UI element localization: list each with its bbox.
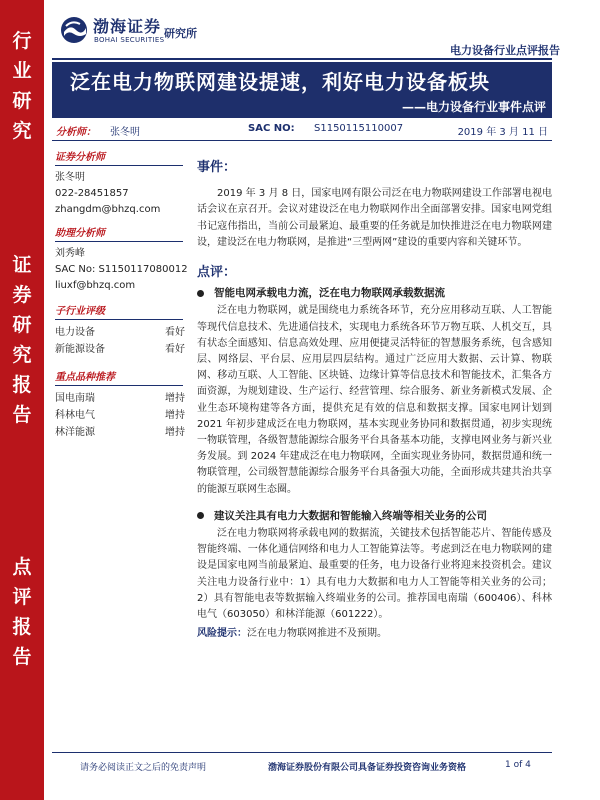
analyst-name-detail: 张冬明 bbox=[55, 172, 85, 183]
sidebar-char: 证 bbox=[12, 254, 32, 276]
sidebar-char: 报 bbox=[12, 374, 32, 396]
point2-paragraph: 泛在电力物联网将承载电网的数据流，关键技术包括智能芯片、智能传感及智能终端、一体化通信网络和电力人工智能算法等。考虑到泛在电力物联网的建设是国家电网当前最紧迫、最重要的任务，电力设备行业将迎来投资机会。建议关注电力设备行业中：1）具有电力大数据和电力人工智能等相关业务的公司；2）具有智能电表等数据输入终端业务的公司。推荐国电南瑞（600406）、科林电气（603050）和林洋能源（601222）。 bbox=[197, 528, 552, 621]
report-type: 电力设备行业点评报告 bbox=[450, 44, 560, 57]
rating-value: 看好 bbox=[165, 344, 185, 355]
recommend-section-heading: 重点品种推荐 bbox=[55, 372, 115, 383]
recommend-row bbox=[55, 407, 185, 424]
analyst-phone: 022-28451857 bbox=[55, 188, 129, 199]
sidebar-char: 业 bbox=[12, 60, 32, 82]
risk-label: 风险提示： bbox=[197, 628, 247, 640]
sidebar-char: 究 bbox=[12, 120, 32, 142]
point1-title: 智能电网承载电力流，泛在电力物联网承载数据流 bbox=[214, 287, 445, 300]
analyst-meta-line bbox=[52, 120, 552, 138]
risk-warning bbox=[197, 626, 552, 642]
analyst-name: 张冬明 bbox=[110, 127, 140, 138]
section-divider bbox=[55, 241, 183, 242]
rating-row bbox=[55, 341, 185, 358]
section-divider bbox=[55, 319, 183, 320]
footer-disclaimer: 请务必阅读正文之后的免责声明 bbox=[80, 763, 207, 773]
institute-label: 研究所 bbox=[164, 27, 197, 40]
section-divider bbox=[55, 165, 183, 166]
analyst-label: 分析师： bbox=[56, 127, 96, 138]
recommend-rating: 增持 bbox=[165, 393, 185, 404]
report-date: 2019 年 3 月 11 日 bbox=[457, 127, 548, 138]
sidebar-char: 研 bbox=[12, 90, 32, 112]
analyst-info-column bbox=[55, 148, 188, 441]
recommend-name: 科林电气 bbox=[55, 410, 95, 421]
rating-section-heading: 子行业评级 bbox=[55, 306, 105, 317]
sidebar-char: 券 bbox=[12, 284, 32, 306]
bullet-icon bbox=[197, 290, 204, 297]
sidebar-char: 究 bbox=[12, 344, 32, 366]
point1-paragraph: 泛在电力物联网，就是围绕电力系统各环节，充分应用移动互联、人工智能等现代信息技术、先进通信技术，实现电力系统各环节万物互联、人机交互，具有状态全面感知、信息高效处理、应用便捷灵活特征的智慧服务系统，包含感知层、网络层、平台层、应用层四层结构。通过广泛应用大数据、云计算、物联网、移动互联、人工智能、区块链、边缘计算等信息技术和智能技术，汇集各方面资源，为规划建设、生产运行、经营管理、综合服务、新业务新模式发展、企业生态环境构建等各方面，提供充足有效的信息和数据支撑。国家电网计划到 2021 年初步建成泛在电力物联网，基本实现业务协同和数据贯通，初步实现统一物联管理，各级智慧能源综合服务平台具备基本功能，支撑电网业务与新兴业务发展。到 2024 年建成泛在电力物联网，全面实现业务协同，数据贯通和统一物联管理，公司级智慧能源综合服务平台具备强大功能，全面形成共建共治共享的能源互联网生态圈。 bbox=[197, 305, 552, 495]
recommend-name: 国电南瑞 bbox=[55, 393, 95, 404]
sidebar-section-securities bbox=[0, 250, 44, 430]
logo-english-name: BOHAI SECURITIES bbox=[94, 36, 165, 44]
recommend-rating: 增持 bbox=[165, 410, 185, 421]
sac-label: SAC NO: bbox=[248, 123, 295, 134]
risk-text: 泛在电力物联网推进不及预期。 bbox=[247, 628, 387, 640]
sidebar-char: 点 bbox=[12, 556, 32, 578]
analyst-email: zhangdm@bhzq.com bbox=[55, 204, 161, 215]
recommend-row bbox=[55, 390, 185, 407]
sidebar-char: 评 bbox=[12, 586, 32, 608]
sidebar-section-industry bbox=[0, 26, 44, 146]
rating-value: 看好 bbox=[165, 327, 185, 338]
sidebar-char: 告 bbox=[12, 404, 32, 426]
sidebar-char: 研 bbox=[12, 314, 32, 336]
report-title: 泛在电力物联网建设提速，利好电力设备板块 bbox=[70, 70, 490, 94]
recommend-name: 林洋能源 bbox=[55, 427, 95, 438]
assistant-email: liuxf@bhzq.com bbox=[55, 280, 136, 291]
point2-heading bbox=[197, 508, 552, 524]
sidebar-char: 行 bbox=[12, 30, 32, 52]
bullet-icon bbox=[197, 512, 204, 519]
event-heading: 事件： bbox=[197, 160, 237, 175]
report-body bbox=[197, 160, 552, 642]
rating-name: 电力设备 bbox=[55, 327, 95, 338]
bohai-logo-icon bbox=[60, 16, 88, 44]
logo-chinese-name: 渤海证券 bbox=[93, 17, 162, 36]
footer-divider bbox=[52, 752, 552, 753]
footer-company: 渤海证券股份有限公司具备证券投资咨询业务资格 bbox=[268, 763, 467, 773]
report-subtitle: ——电力设备行业事件点评 bbox=[401, 100, 546, 114]
sac-number: S1150115110007 bbox=[314, 123, 404, 134]
recommend-rating: 增持 bbox=[165, 427, 185, 438]
sidebar-char: 告 bbox=[12, 646, 32, 668]
assistant-name: 刘秀峰 bbox=[55, 248, 85, 259]
assistant-section-heading: 助理分析师 bbox=[55, 228, 105, 239]
sidebar-char: 报 bbox=[12, 616, 32, 638]
recommend-row bbox=[55, 424, 185, 441]
rating-name: 新能源设备 bbox=[55, 344, 105, 355]
analyst-section-heading: 证券分析师 bbox=[55, 152, 105, 163]
assistant-sac: SAC No: S1150117080012 bbox=[55, 264, 188, 275]
event-paragraph: 2019 年 3 月 8 日，国家电网有限公司泛在电力物联网建设工作部署电视电话会议在京召开。会议对建设泛在电力物联网作出全面部署安排。国家电网党组书记寇伟指出，当前公司最紧迫、最重要的任务就是加快推进泛在电力物联网建设，建设泛在电力物联网，是推进“三型两网”建设的重要内容和关键环节。 bbox=[197, 188, 552, 248]
footer-page-number: 1 of 4 bbox=[505, 760, 531, 770]
comment-heading: 点评： bbox=[197, 265, 237, 281]
section-divider bbox=[55, 385, 183, 386]
meta-divider bbox=[52, 140, 552, 141]
sidebar-section-comment bbox=[0, 552, 44, 672]
point1-heading bbox=[197, 285, 552, 301]
rating-row bbox=[55, 324, 185, 341]
header-divider bbox=[52, 58, 552, 60]
point2-title: 建议关注具有电力大数据和智能输入终端等相关业务的公司 bbox=[214, 509, 487, 522]
